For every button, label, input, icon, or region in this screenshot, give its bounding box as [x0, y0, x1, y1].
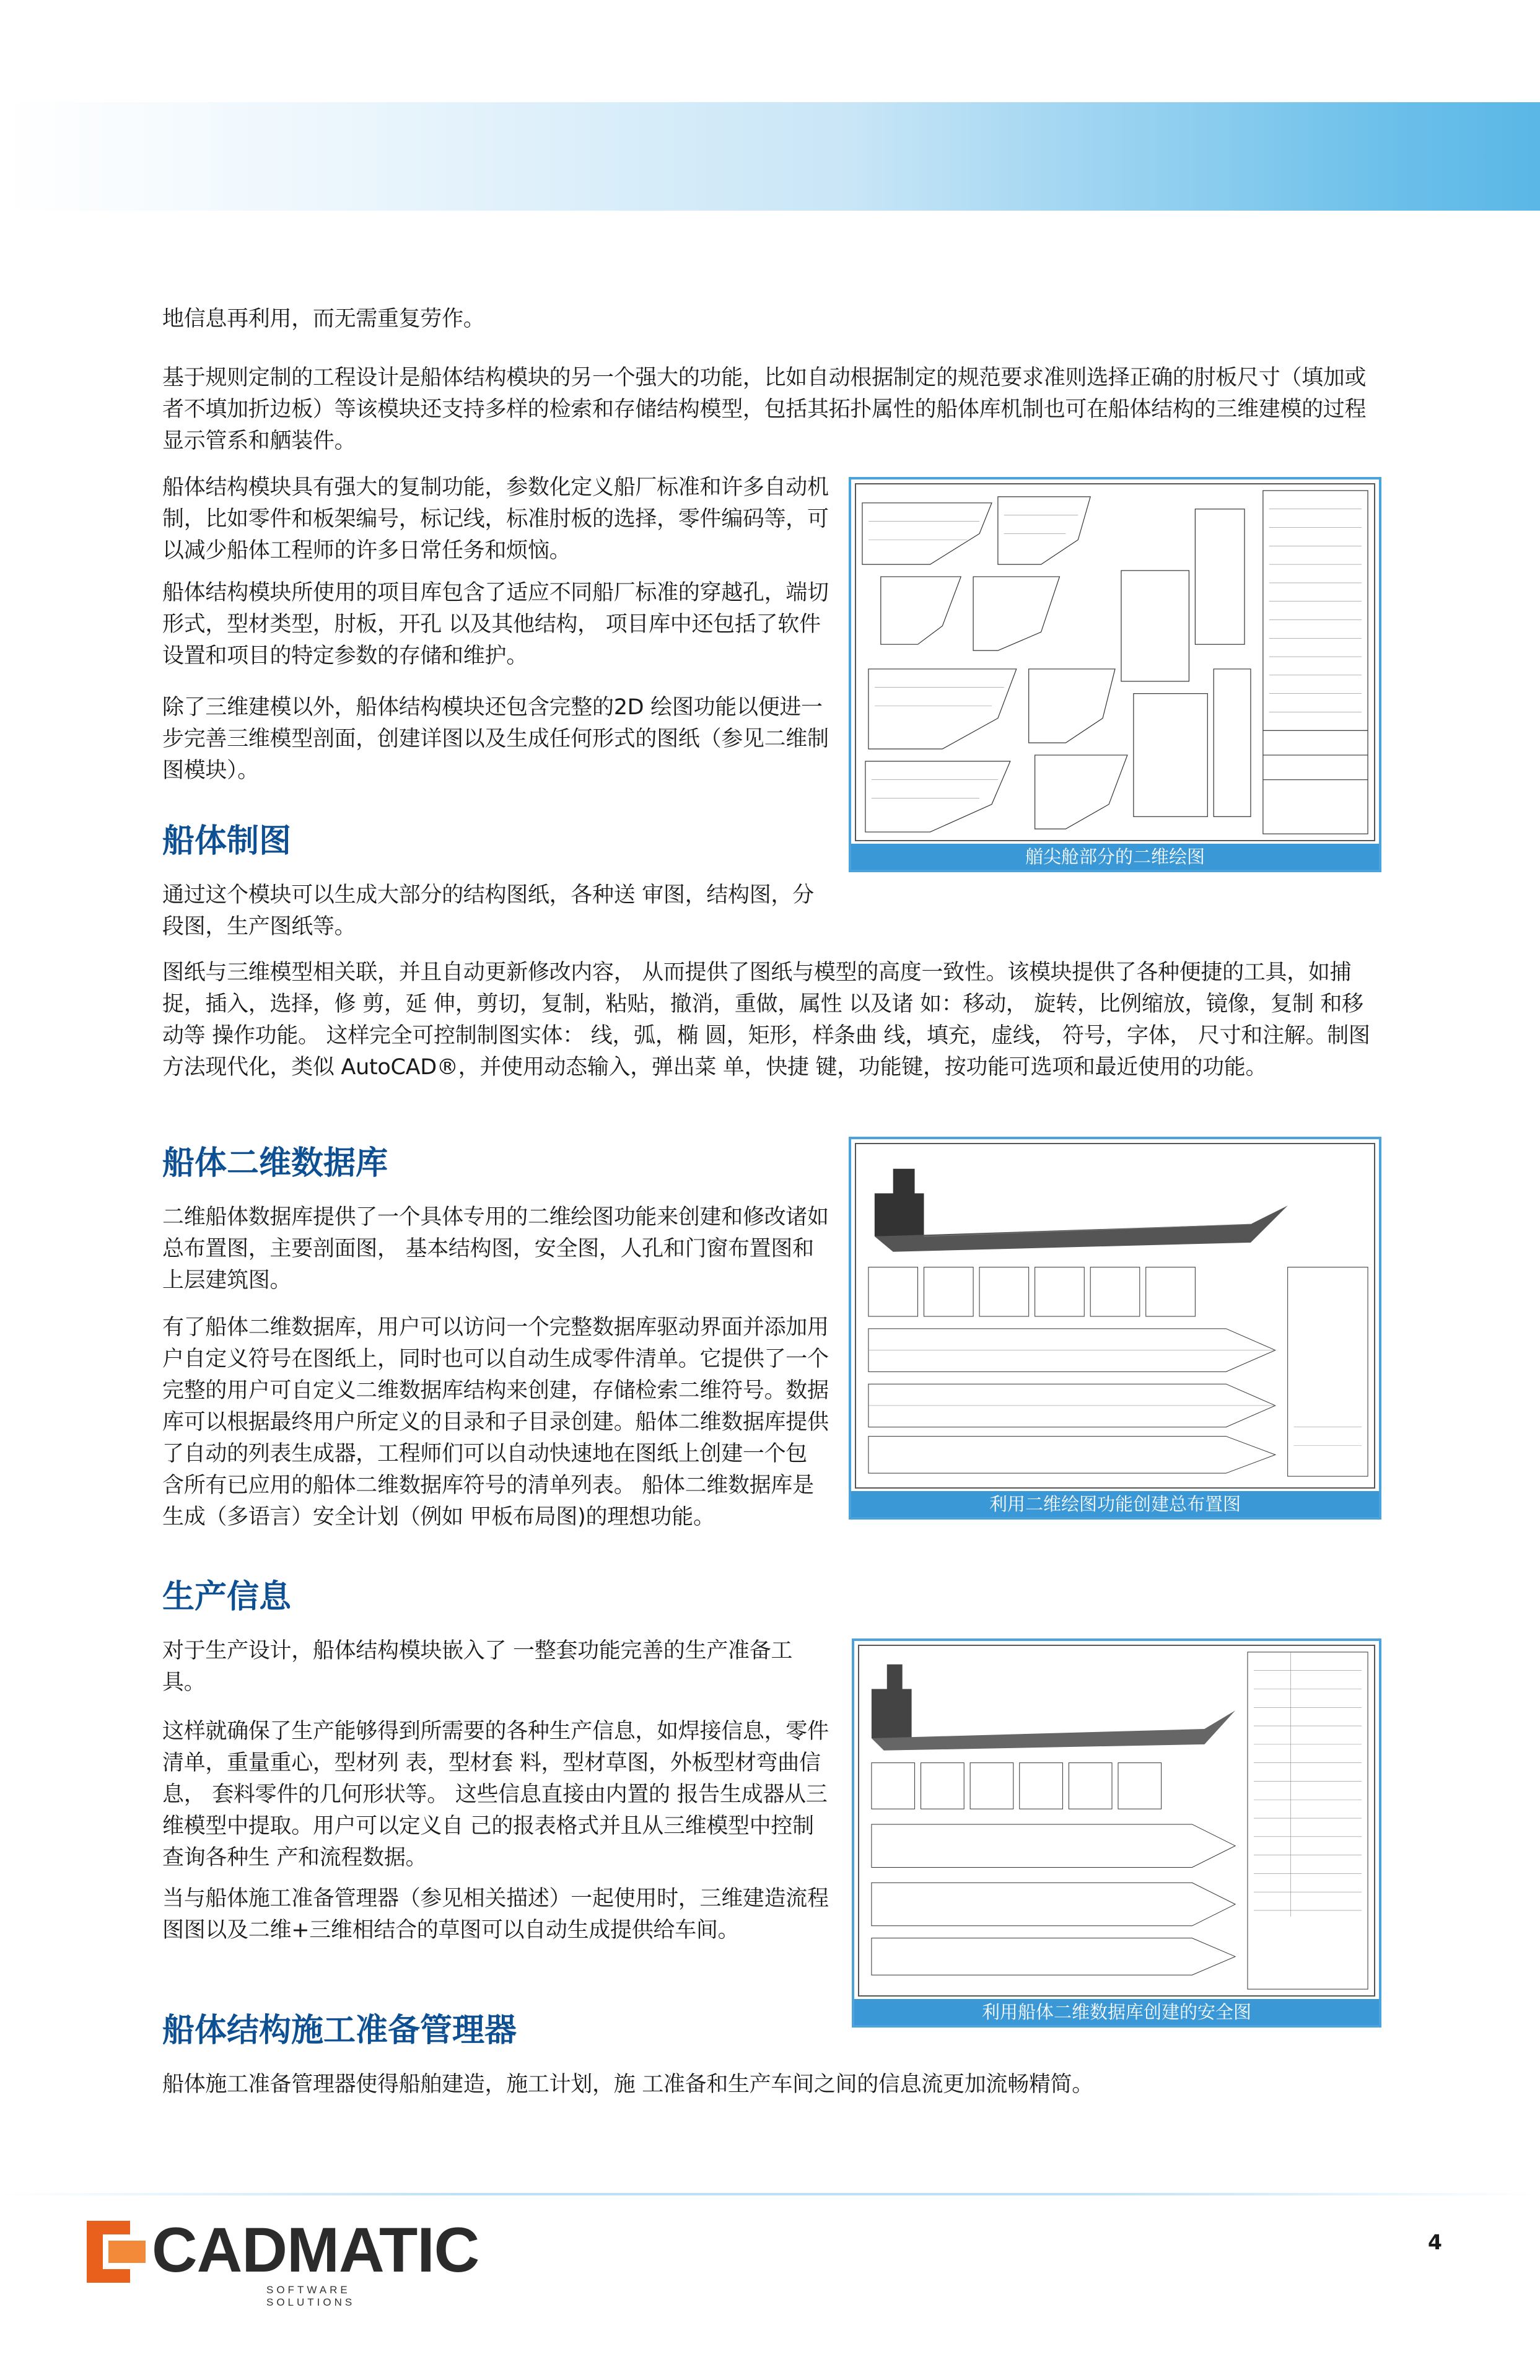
footer-divider	[0, 2193, 1540, 2195]
paragraph-2d-drawing: 除了三维建模以外，船体结构模块还包含完整的2D 绘图功能以便进一步完善三维模型剖面，创建详图以及生成任何形式的图纸（参见二维制图模块）。	[162, 695, 829, 783]
paragraph-planning-manager: 船体施工准备管理器使得船舶建造，施工计划，施 工准备和生产车间之间的信息流更加流畅精简。	[162, 2072, 1093, 2097]
logo-tagline: SOFTWARE SOLUTIONS	[266, 2284, 356, 2308]
figure-caption-safety-plan: 利用船体二维数据库创建的安全图	[854, 1999, 1379, 2025]
logo-wordmark: CADMATIC	[152, 2215, 479, 2285]
heading-production-info: 生产信息	[162, 1578, 292, 1616]
figure-general-arrangement	[849, 1137, 1381, 1520]
paragraph-rule-based-design: 基于规则定制的工程设计是船体结构模块的另一个强大的功能，比如自动根据制定的规范要求准则选择正确的肘板尺寸（填加或者不填加折边板）等该模块还支持多样的检索和存储结构模型，包括其拓扑属性的船体库机制也可在船体结构的三维建模的过程显示管系和舾装件。	[162, 365, 1367, 453]
paragraph-planning-manager-use: 当与船体施工准备管理器（参见相关描述）一起使用时，三维建造流程图图以及二维+三维相结合的草图可以自动生成提供给车间。	[162, 1886, 829, 1943]
figure-caption-general-arrangement: 利用二维绘图功能创建总布置图	[851, 1491, 1379, 1517]
page-number: 4	[1428, 2230, 1442, 2254]
header-band	[0, 102, 1540, 211]
paragraph-production-data: 这样就确保了生产能够得到所需要的各种生产信息，如焊接信息，零件清单，重量重心，型材列 表，型材套 料，型材草图，外板型材弯曲信息， 套料零件的几何形状等。 这些信息直接由内置的 报告生成器从三维模型中提取。用户可以定义自 己的报表格式并且从三维模型中控制查询各种生 产和流程数据。	[162, 1719, 829, 1870]
paragraph-continuation: 地信息再利用，而无需重复劳作。	[162, 307, 485, 331]
heading-hull-2d-database: 船体二维数据库	[162, 1145, 388, 1182]
figure-safety-plan	[852, 1638, 1381, 2028]
paragraph-production-tools: 对于生产设计，船体结构模块嵌入了 一整套功能完善的生产准备工具。	[162, 1638, 793, 1695]
heading-planning-manager: 船体结构施工准备管理器	[162, 2012, 517, 2049]
heading-hull-drawing: 船体制图	[162, 823, 292, 860]
paragraph-copy-function: 船体结构模块具有强大的复制功能，参数化定义船厂标准和许多自动机制，比如零件和板架编号，标记线，标准肘板的选择，零件编码等，可以减少船体工程师的许多日常任务和烦恼。	[162, 475, 829, 563]
cadmatic-logo	[87, 2215, 479, 2326]
figure-caption-forepeak: 艏尖舱部分的二维绘图	[851, 844, 1379, 870]
safety-plan-image	[858, 1645, 1375, 1997]
figure-forepeak-drawing	[849, 477, 1381, 872]
forepeak-drawing-image	[855, 483, 1375, 841]
general-arrangement-image	[855, 1143, 1375, 1489]
paragraph-project-library: 船体结构模块所使用的项目库包含了适应不同船厂标准的穿越孔，端切形式，型材类型，肘板，开孔 以及其他结构， 项目库中还包括了软件设置和项目的特定参数的存储和维护。	[162, 580, 829, 668]
paragraph-drawing-tools: 图纸与三维模型相关联，并且自动更新修改内容， 从而提供了图纸与模型的高度一致性。该模块提供了各种便捷的工具，如捕捉，插入，选择，修 剪，延 伸，剪切，复制，粘贴，撤消，重做，属性 以及诸 如：移动， 旋转，比例缩放，镜像，复制 和移动等 操作功能。 这样完全可控制制图实体： 线，弧，椭 圆，矩形，样条曲 线，填充，虚线， 符号，字体， 尺寸和注解。制图方法现代化，类似 AutoCAD®，并使用动态输入，弹出菜 单，快捷 键，功能键，按功能可选项和最近使用的功能。	[162, 960, 1370, 1080]
paragraph-drawing-module: 通过这个模块可以生成大部分的结构图纸，各种送 审图，结构图，分段图，生产图纸等。	[162, 883, 814, 939]
paragraph-2d-database-details: 有了船体二维数据库，用户可以访问一个完整数据库驱动界面并添加用户自定义符号在图纸上，同时也可以自动生成零件清单。它提供了一个完整的用户可自定义二维数据库结构来创建，存储检索二维符号。数据库可以根据最终用户所定义的目录和子目录创建。船体二维数据库提供了自动的列表生成器，工程师们可以自动快速地在图纸上创建一个包 含所有已应用的船体二维数据库符号的清单列表。 船体二维数据库是生成（多语言）安全计划（例如 甲板布局图)的理想功能。	[162, 1315, 829, 1529]
paragraph-2d-database-intro: 二维船体数据库提供了一个具体专用的二维绘图功能来创建和修改诸如总布置图，主要剖面图， 基本结构图，安全图，人孔和门窗布置图和上层建筑图。	[162, 1205, 829, 1293]
cadmatic-logo-icon	[87, 2221, 146, 2283]
